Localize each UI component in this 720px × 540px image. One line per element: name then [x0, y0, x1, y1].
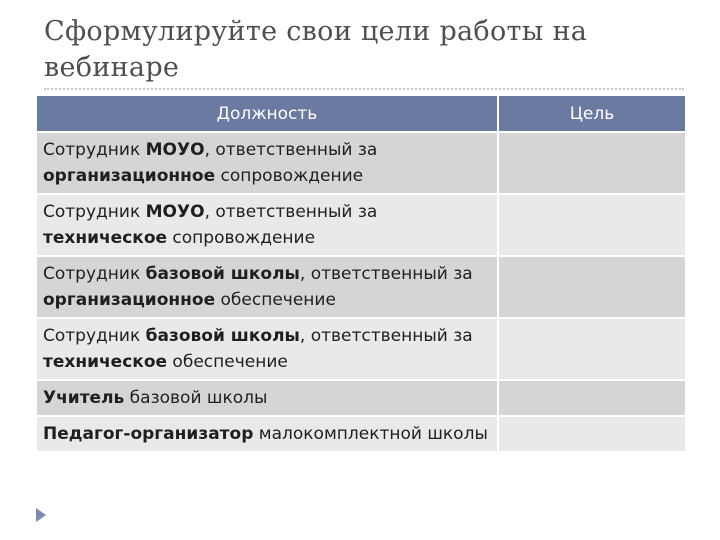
- header-goal: Цель: [498, 96, 685, 132]
- position-text: базовой школы: [124, 388, 268, 408]
- position-text-bold: организационное: [43, 290, 216, 310]
- table-row: [37, 416, 685, 451]
- position-cell: [37, 416, 498, 451]
- position-text: , ответственный за: [299, 264, 473, 284]
- position-cell: [37, 194, 498, 256]
- goal-cell: [498, 380, 685, 416]
- positions-table: [37, 96, 685, 451]
- table-row: [37, 256, 685, 318]
- table-row: [37, 318, 685, 380]
- position-text: Сотрудник: [43, 202, 146, 222]
- position-text: , ответственный за: [204, 202, 378, 222]
- position-cell: [37, 380, 498, 416]
- position-text-bold: МОУО: [145, 202, 205, 222]
- position-text: Сотрудник: [43, 326, 146, 346]
- position-text-bold: Педагог-организатор: [43, 424, 254, 444]
- table-row: [37, 380, 685, 416]
- position-text: обеспечение: [215, 290, 336, 310]
- table-row: [37, 194, 685, 256]
- position-text: сопровождение: [167, 228, 316, 248]
- goal-cell: [498, 256, 685, 318]
- position-text: , ответственный за: [204, 140, 378, 160]
- table-row: [37, 132, 685, 194]
- position-cell: [37, 132, 498, 194]
- position-text-bold: техническое: [43, 352, 168, 372]
- position-text: сопровождение: [215, 166, 364, 186]
- position-text-bold: техническое: [43, 228, 168, 248]
- position-text-bold: организационное: [43, 166, 216, 186]
- position-text: Сотрудник: [43, 264, 146, 284]
- position-text-bold: Учитель: [43, 388, 125, 408]
- goal-cell: [498, 416, 685, 451]
- position-text: обеспечение: [167, 352, 288, 372]
- slide-title: Сформулируйте свои цели работы на вебинаре: [44, 16, 588, 83]
- header-position: Должность: [37, 96, 498, 132]
- position-cell: [37, 256, 498, 318]
- triangle-bullet-icon: [36, 508, 46, 522]
- position-text: , ответственный за: [299, 326, 473, 346]
- goal-cell: [498, 318, 685, 380]
- goal-cell: [498, 194, 685, 256]
- position-cell: [37, 318, 498, 380]
- position-text: малокомплектной школы: [253, 424, 488, 444]
- position-text: Сотрудник: [43, 140, 146, 160]
- title-divider: [44, 88, 684, 90]
- goal-cell: [498, 132, 685, 194]
- position-text-bold: базовой школы: [145, 326, 300, 346]
- position-text-bold: МОУО: [145, 140, 205, 160]
- table-body: [37, 132, 685, 451]
- table-header-row: [37, 96, 685, 132]
- position-text-bold: базовой школы: [145, 264, 300, 284]
